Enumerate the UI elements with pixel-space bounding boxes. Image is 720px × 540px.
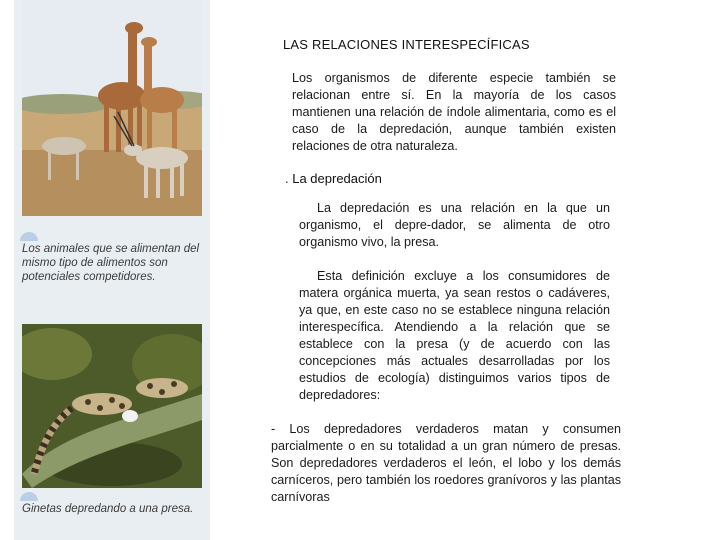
figure-column	[14, 0, 210, 540]
caption-marker	[20, 232, 38, 241]
exclusion-paragraph: Esta definición excluye a los consumidores de matera orgánica muerta, ya sean restos o cadáveres, ya que, en este caso no se establece ninguna relación interespecífica. Atendiendo a la relación que se establece con la presa (y de acuerdo con las concepciones más actuales desarrolladas por los estudios de ecología) distinguimos varios tipos de depredadores:	[299, 269, 610, 402]
page-title: LAS RELACIONES INTERESPECÍFICAS	[283, 37, 530, 52]
savanna-illustration	[22, 0, 202, 216]
intro-paragraph: Los organismos de diferente especie también se relacionan entre sí. En la mayoría de los casos mantienen una relación de índole alimentaria, como es el caso de la depredación, aunque también existen relaciones de otra naturaleza.	[292, 71, 616, 153]
definition-paragraph: La depredación es una relación en la que un organismo, el depre-dador, se alimenta de otro organismo vivo, la presa.	[299, 201, 610, 249]
true-predators-paragraph: - Los depredadores verdaderos matan y consumen parcialmente o en su totalidad a un gran número de presas. Son depredadores verdaderos el león, el lobo y los demás carníceros, pero también los roedores granívoros y las plantas carnívoras	[271, 422, 621, 504]
genets-photo	[22, 324, 202, 488]
bottom-figure-caption: Ginetas depredando a una presa.	[22, 503, 194, 515]
top-figure-caption: Los animales que se alimentan del mismo tipo de alimentos son potenciales competidores.	[22, 243, 200, 283]
genets-illustration	[22, 324, 202, 488]
caption-marker	[20, 492, 38, 501]
giraffes-oryx-photo	[22, 0, 202, 216]
section-heading-depredacion: . La depredación	[285, 171, 382, 186]
